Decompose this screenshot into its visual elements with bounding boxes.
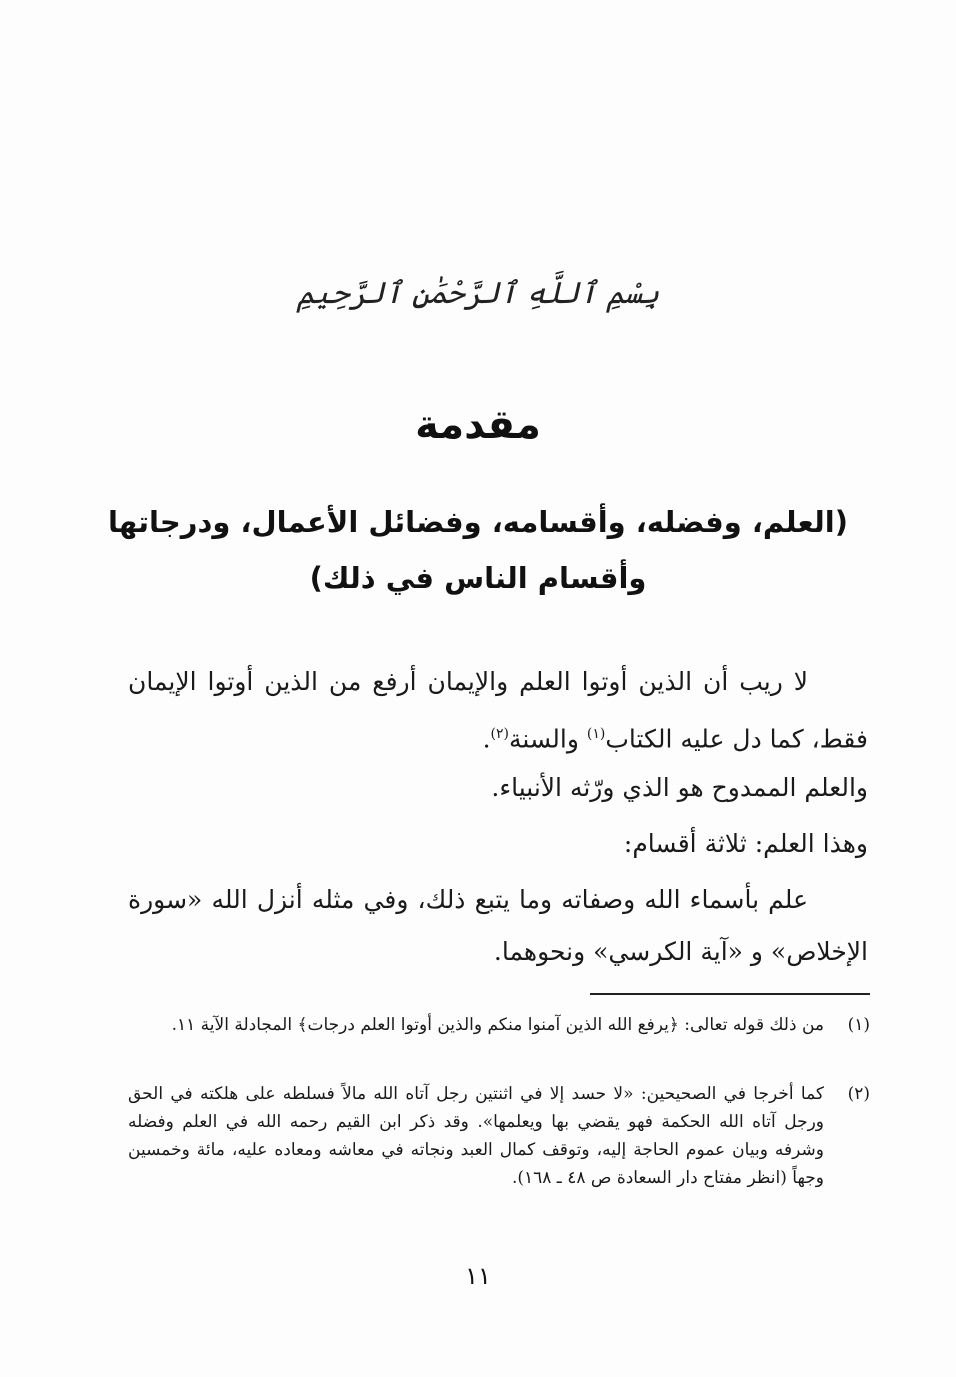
subtitle-line-1: (العلم، وفضله، وأقسامه، وفضائل الأعمال، ودرجاتها bbox=[108, 505, 848, 539]
paragraph-1 bbox=[128, 656, 868, 765]
footnote-1-text: من ذلك قوله تعالى: ﴿يرفع الله الذين آمنوا منكم والذين أوتوا العلم درجات﴾ المجادلة الآية ١١. bbox=[171, 1015, 824, 1035]
paragraph-1-end: . bbox=[482, 724, 491, 754]
footnote-ref-2[interactable]: (٢) bbox=[490, 726, 510, 742]
page-subtitle bbox=[100, 494, 856, 606]
page-number: ١١ bbox=[465, 1262, 491, 1290]
paragraph-2: والعلم الممدوح هو الذي ورّثه الأنبياء. bbox=[491, 773, 868, 802]
footnote-2-text: كما أخرجا في الصحيحين: «لا حسد إلا في اثنتين رجل آتاه الله مالاً فسلطه على هلكته في الحق ورجل آتاه الله الحكمة فهو يقضي بها ويعلمها». وقد ذكر ابن القيم رحمه الله في العلم وفضله وشرفه وبيان عموم الحاجة إليه، وتوقف كمال العبد ونجاته في معاشه ومعاده عليه، مائة وخمسين وجهاً (انظر مفتاح دار السعادة ص ٤٨ ـ ١٦٨). bbox=[128, 1084, 824, 1188]
paragraph-1-text-b: والسنة bbox=[509, 724, 587, 754]
footnote-divider bbox=[590, 993, 870, 995]
basmala-heading: بِسْمِ ٱللَّهِ ٱلرَّحْمَٰنِ ٱلرَّحِيمِ bbox=[296, 276, 660, 311]
page-title: مقدمة bbox=[415, 402, 541, 448]
footnote-1 bbox=[128, 1011, 870, 1039]
paragraph-4: علم بأسماء الله وصفاته وما يتبع ذلك، وفي مثله أنزل الله «سورة الإخلاص» و «آية الكرسي» ونحوهما. bbox=[128, 885, 868, 966]
subtitle-line-2: وأقسام الناس في ذلك) bbox=[309, 561, 647, 595]
paragraph-1-text: لا ريب أن الذين أوتوا العلم والإيمان أرفع من الذين أوتوا الإيمان فقط، كما دل عليه الكتاب bbox=[128, 667, 868, 754]
paragraph-3: وهذا العلم: ثلاثة أقسام: bbox=[623, 829, 868, 858]
footnote-2 bbox=[128, 1080, 870, 1192]
footnote-2-number: (٢) bbox=[847, 1084, 870, 1104]
footnote-ref-1[interactable]: (١) bbox=[586, 726, 606, 742]
footnote-1-number: (١) bbox=[847, 1015, 870, 1035]
